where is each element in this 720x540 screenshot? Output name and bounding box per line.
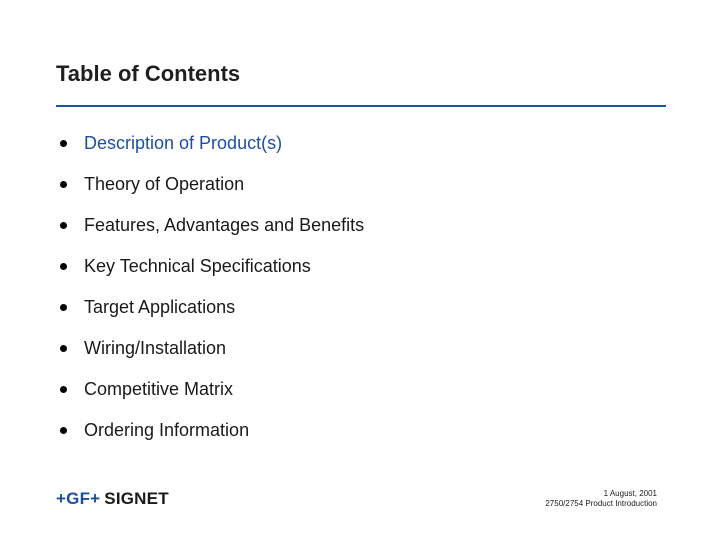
toc-item-label: Ordering Information: [84, 420, 250, 440]
logo-signet: SIGNET: [104, 489, 169, 508]
bullet-icon: [60, 304, 67, 311]
toc-list: [60, 131, 364, 459]
title-divider: [56, 105, 666, 107]
logo-gf: GF: [66, 489, 91, 508]
slide-title: Table of Contents: [56, 61, 241, 86]
toc-item-label: Key Technical Specifications: [84, 256, 311, 276]
bullet-icon: [60, 386, 67, 393]
toc-item-ordering[interactable]: [60, 418, 364, 459]
bullet-icon: [60, 427, 67, 434]
toc-item-description[interactable]: [60, 131, 364, 172]
toc-item-label: Wiring/Installation: [84, 338, 227, 358]
footer-date: 1 August, 2001: [603, 489, 657, 498]
logo-plus-right: +: [90, 489, 101, 508]
bullet-icon: [60, 222, 67, 229]
toc-item-label: Description of Product(s): [84, 133, 283, 153]
toc-item-label: Features, Advantages and Benefits: [84, 215, 365, 235]
toc-item-applications[interactable]: [60, 295, 364, 336]
bullet-icon: [60, 181, 67, 188]
bullet-icon: [60, 345, 67, 352]
logo-plus-left: +: [56, 489, 67, 508]
footer-subtitle: 2750/2754 Product Introduction: [545, 499, 657, 508]
toc-item-features[interactable]: [60, 213, 364, 254]
toc-item-label: Competitive Matrix: [84, 379, 234, 399]
bullet-icon: [60, 263, 67, 270]
toc-item-theory[interactable]: [60, 172, 364, 213]
toc-item-competitive-matrix[interactable]: [60, 377, 364, 418]
toc-item-specifications[interactable]: [60, 254, 364, 295]
footer-info: [545, 489, 657, 509]
gf-signet-logo: [56, 489, 169, 509]
bullet-icon: [60, 140, 67, 147]
toc-item-wiring[interactable]: [60, 336, 364, 377]
toc-item-label: Target Applications: [84, 297, 236, 317]
toc-item-label: Theory of Operation: [84, 174, 245, 194]
